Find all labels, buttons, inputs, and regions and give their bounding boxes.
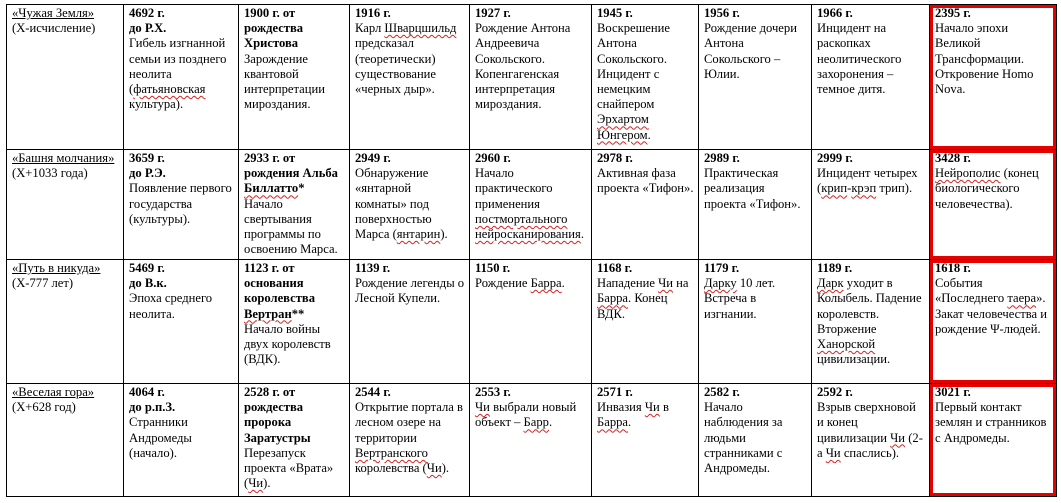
event-cell bbox=[812, 260, 930, 384]
event-year: 3021 г. bbox=[935, 385, 971, 399]
project-cell bbox=[7, 5, 124, 150]
event-text: Странники Андромеды (начало). bbox=[129, 415, 192, 460]
event-year: 1916 г. bbox=[355, 6, 391, 20]
event-cell bbox=[592, 260, 699, 384]
event-year: 2933 г. от рождения Альба Биллатто* bbox=[244, 151, 338, 196]
event-text: Начало свертывания программы по освоению Марса. bbox=[244, 196, 338, 257]
era-note: (Х-777 лет) bbox=[12, 276, 74, 291]
event-cell bbox=[239, 150, 350, 260]
event-cell bbox=[592, 5, 699, 150]
event-year: 2528 г. от рождества пророка Заратустры bbox=[244, 385, 311, 445]
table-row bbox=[7, 384, 1057, 497]
event-year: 4064 г. bbox=[129, 385, 165, 399]
event-text: Воскрешение Антона Сокольского. Инцидент с немецким снайпером Эрхартом Юнгером. bbox=[597, 21, 670, 142]
event-year: 1179 г. bbox=[704, 261, 740, 275]
event-text: Зарождение квантовой интерпретации мироздания. bbox=[244, 51, 325, 112]
event-cell bbox=[470, 260, 592, 384]
event-year: 3659 г. bbox=[129, 151, 165, 165]
event-year: 2949 г. bbox=[355, 151, 391, 165]
era-note: (Х+628 год) bbox=[12, 400, 76, 415]
event-year: 2582 г. bbox=[704, 385, 740, 399]
event-era: до Р.Э. bbox=[129, 166, 166, 181]
event-era: до В.к. bbox=[129, 276, 167, 291]
event-text: Начало практического применения постмортального нейросканирования. bbox=[475, 166, 584, 242]
event-cell bbox=[350, 260, 470, 384]
event-cell bbox=[592, 150, 699, 260]
project-title: «Путь в никуда» bbox=[12, 261, 101, 275]
event-cell bbox=[699, 384, 812, 497]
event-cell bbox=[124, 5, 239, 150]
event-text: Начало наблюдения за людьми странниками с Андромеды. bbox=[704, 400, 783, 476]
event-year: 1945 г. bbox=[597, 6, 633, 20]
event-text: Взрыв сверхновой и конец цивилизации Чи (2-а Чи спаслись). bbox=[817, 400, 923, 460]
event-year: 5469 г. bbox=[129, 261, 165, 275]
event-year: 3428 г. bbox=[935, 151, 971, 165]
event-text: Чи выбрали новый объект – Барр. bbox=[475, 400, 577, 430]
event-year: 1956 г. bbox=[704, 6, 740, 20]
event-text: Рождение Барра. bbox=[475, 276, 565, 291]
event-text: Рождение Антона Андреевича Сокольского. Копенгагенская интерпретация мироздания. bbox=[475, 21, 571, 112]
event-cell bbox=[470, 150, 592, 260]
event-text: Нападение Чи на Барра. Конец ВДК. bbox=[597, 276, 689, 321]
event-text: Начало эпохи Великой Трансформации. Откровение Homo Nova. bbox=[935, 21, 1034, 97]
event-cell bbox=[812, 150, 930, 260]
event-text: Активная фаза проекта «Тифон». bbox=[597, 166, 694, 196]
era-note: (Х-исчисление) bbox=[12, 21, 96, 36]
event-cell bbox=[124, 384, 239, 497]
event-text: Нейрополис (конец биологического человечества). bbox=[935, 166, 1039, 211]
table-row bbox=[7, 5, 1057, 150]
highlighted-event-cell bbox=[930, 260, 1057, 384]
event-text: Инвазия Чи в Барра. bbox=[597, 400, 669, 430]
event-text: Начало войны двух королевств (ВДК). bbox=[244, 321, 331, 367]
event-text: Первый контакт землян и странников с Андромеды. bbox=[935, 400, 1047, 445]
event-year: 2544 г. bbox=[355, 385, 391, 399]
event-text: Карл Шварцшильд предсказал (теоретически) существование «черных дыр». bbox=[355, 21, 457, 97]
event-text: Обнаружение «янтарной комнаты» под поверхностью Марса (янтарин). bbox=[355, 166, 448, 242]
project-title: «Башня молчания» bbox=[12, 151, 115, 165]
highlighted-event-cell bbox=[930, 150, 1057, 260]
event-text: События «Последнего таера». Закат человечества и рождение Ψ-людей. bbox=[935, 276, 1047, 336]
event-text: Гибель изгнанной семьи из позднего неолита (фатьяновская культура). bbox=[129, 36, 227, 112]
project-title: «Веселая гора» bbox=[12, 385, 95, 399]
event-text: Появление первого государства (культуры). bbox=[129, 181, 232, 226]
table-row bbox=[7, 260, 1057, 384]
event-cell bbox=[124, 260, 239, 384]
project-cell bbox=[7, 384, 124, 497]
project-title: «Чужая Земля» bbox=[12, 6, 95, 20]
event-cell bbox=[812, 5, 930, 150]
event-cell bbox=[592, 384, 699, 497]
event-text: Открытие портала в лесном озере на территории Вертранского королевства (Чи). bbox=[355, 400, 463, 476]
timeline-body bbox=[7, 5, 1057, 497]
event-year: 1900 г. от рождества Христова bbox=[244, 6, 304, 51]
highlighted-event-cell bbox=[930, 5, 1057, 150]
event-era: до р.п.З. bbox=[129, 400, 176, 415]
era-note: (Х+1033 года) bbox=[12, 166, 88, 181]
project-cell bbox=[7, 150, 124, 260]
event-year: 1618 г. bbox=[935, 261, 971, 275]
event-cell bbox=[124, 150, 239, 260]
event-year: 1927 г. bbox=[475, 6, 511, 20]
event-cell bbox=[812, 384, 930, 497]
event-year: 2960 г. bbox=[475, 151, 511, 165]
event-cell bbox=[699, 260, 812, 384]
event-cell bbox=[239, 5, 350, 150]
event-cell bbox=[350, 150, 470, 260]
event-text: Инцидент четырех (крип-крэп трип). bbox=[817, 166, 918, 196]
event-text: Эпоха среднего неолита. bbox=[129, 291, 213, 321]
event-year: 2592 г. bbox=[817, 385, 853, 399]
event-text: Рождение дочери Антона Сокольского – Юлии. bbox=[704, 21, 797, 81]
event-year: 2571 г. bbox=[597, 385, 633, 399]
highlighted-event-cell bbox=[930, 384, 1057, 497]
table-row bbox=[7, 150, 1057, 260]
event-cell bbox=[470, 5, 592, 150]
event-text: Практическая реализация проекта «Тифон». bbox=[704, 166, 801, 211]
event-text: Инцидент на раскопках неолитического захоронения – темное дитя. bbox=[817, 21, 902, 97]
project-cell bbox=[7, 260, 124, 384]
event-era: до Р.Х. bbox=[129, 21, 167, 36]
event-cell bbox=[239, 260, 350, 384]
event-cell bbox=[699, 150, 812, 260]
event-year: 2553 г. bbox=[475, 385, 511, 399]
event-year: 1168 г. bbox=[597, 261, 633, 275]
event-text: Рождение легенды о Лесной Купели. bbox=[355, 276, 465, 306]
event-year: 2395 г. bbox=[935, 6, 971, 20]
event-cell bbox=[470, 384, 592, 497]
event-text: Дарку 10 лет. Встреча в изгнании. bbox=[704, 276, 776, 321]
document-page bbox=[6, 4, 1057, 497]
event-text: Перезапуск проекта «Врата» (Чи). bbox=[244, 445, 334, 491]
event-cell bbox=[350, 384, 470, 497]
event-cell bbox=[699, 5, 812, 150]
event-year: 2999 г. bbox=[817, 151, 853, 165]
event-year: 1150 г. bbox=[475, 261, 511, 275]
event-year: 1139 г. bbox=[355, 261, 391, 275]
event-year: 2978 г. bbox=[597, 151, 633, 165]
event-year: 4692 г. bbox=[129, 6, 165, 20]
event-cell bbox=[239, 384, 350, 497]
event-year: 1189 г. bbox=[817, 261, 853, 275]
timeline-table bbox=[6, 4, 1057, 497]
event-year: 1966 г. bbox=[817, 6, 853, 20]
event-cell bbox=[350, 5, 470, 150]
event-year: 2989 г. bbox=[704, 151, 740, 165]
event-text: Дарк уходит в Колыбель. Падение королевств. Вторжение Ханорской цивилизации. bbox=[817, 276, 922, 367]
event-year: 1123 г. от основания королевства Вертран** bbox=[244, 261, 316, 321]
